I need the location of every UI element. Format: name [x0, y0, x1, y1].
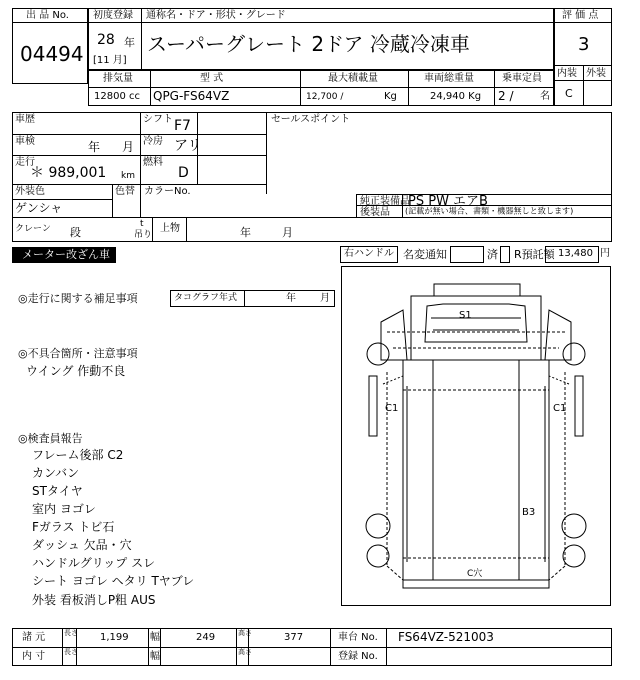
- gross-weight-label: 車両総重量: [424, 73, 474, 84]
- recycle-prefix: 済: [487, 248, 498, 261]
- grade-label: 評 価 点: [562, 10, 599, 21]
- gross-weight: 24,940 Kg: [430, 91, 482, 102]
- defect-item: ウイング 作動不良: [26, 364, 126, 378]
- width-label: 幅: [150, 632, 160, 643]
- capacity-unit: 名: [540, 91, 550, 102]
- max-load-label: 最大積載量: [328, 73, 378, 84]
- body-label: 上物: [160, 223, 180, 234]
- width-label-2: 幅: [150, 651, 160, 662]
- length: 1,199: [100, 632, 129, 643]
- interior-dim-label: 内 寸: [22, 651, 46, 662]
- inspector-item: ハンドルグリップ スレ: [32, 556, 156, 570]
- height: 377: [284, 632, 304, 643]
- tacho-label: タコグラフ年式: [174, 293, 238, 303]
- damage-mark-c1-right: C1: [553, 403, 567, 414]
- color: ゲンシャ: [15, 201, 63, 215]
- height-label-2: 高さ: [238, 648, 252, 656]
- shift: F7: [174, 118, 191, 134]
- height-label: 高さ: [238, 629, 252, 637]
- body-year: 年: [240, 226, 251, 239]
- damage-mark-b3: B3: [522, 507, 536, 518]
- aftermarket-note: (記載が無い場合、書類・機器無しと致します): [405, 207, 574, 217]
- inspector-label: ◎検査員報告: [18, 432, 83, 445]
- ac-label: 冷房: [143, 136, 163, 147]
- type-label: 型 式: [200, 73, 224, 84]
- grade-value: 3: [578, 34, 590, 55]
- fuel-label: 燃料: [143, 157, 163, 168]
- model-label: 通称名・ドア・形状・グレード: [146, 10, 286, 21]
- first-reg-label: 初度登録: [93, 10, 133, 21]
- first-reg-year: 28: [97, 32, 115, 48]
- interior-grade-label: 内装: [557, 68, 577, 79]
- first-reg-month: [11 月]: [93, 55, 127, 66]
- recycle-unit: 円: [600, 248, 610, 259]
- inspection-label: 車検: [15, 136, 35, 147]
- interior-grade: C: [565, 87, 573, 100]
- reg-label: 登録 No.: [338, 651, 378, 662]
- name-change-label: 名変通知: [403, 248, 447, 261]
- color-label: 外装色: [15, 186, 45, 197]
- recycle-label: R預託額: [514, 248, 555, 261]
- lot-label: 出 品 No.: [26, 10, 69, 21]
- inspector-item: シート ヨゴレ ヘタリ Tヤブレ: [32, 574, 195, 588]
- crane-t: t: [140, 219, 144, 229]
- exterior-grade-label: 外装: [586, 68, 606, 79]
- damage-mark-s1: S1: [459, 310, 472, 321]
- year-unit: 年: [124, 36, 135, 49]
- history-label: 車歴: [15, 114, 35, 125]
- ac: アリ: [174, 138, 202, 154]
- crane-stage: 段: [70, 226, 81, 239]
- shift-label: シフト: [143, 114, 173, 125]
- recycle-amount: 13,480: [558, 248, 593, 259]
- damage-mark-c-hole: C穴: [467, 569, 483, 579]
- inspection-year: 年: [88, 140, 101, 154]
- chassis-no: FS64VZ-521003: [398, 630, 494, 644]
- crane-hang: 吊り: [134, 230, 153, 240]
- fuel: D: [178, 165, 189, 181]
- inspector-item: フレーム後部 C2: [32, 448, 124, 462]
- capacity-label: 乗車定員: [502, 73, 542, 84]
- recycle-check-box: [500, 246, 510, 263]
- type: QPG-FS64VZ: [153, 89, 230, 103]
- inspection-month: 月: [122, 140, 135, 154]
- color-no-label: カラーNo.: [144, 186, 191, 197]
- tacho-month: 月: [320, 293, 330, 304]
- max-load-unit: Kg: [384, 91, 397, 102]
- mileage-unit: km: [121, 171, 135, 181]
- mileage-label: 走行: [15, 157, 35, 168]
- inspector-item: 外装 看板消しP粗 AUS: [32, 593, 156, 607]
- sales-point-label: セールスポイント: [271, 114, 351, 125]
- capacity: 2 /: [498, 89, 514, 103]
- chassis-label: 車台 No.: [338, 632, 378, 643]
- inspector-item: ダッシュ 欠品・穴: [32, 538, 132, 552]
- aftermarket-label: 後装品: [360, 207, 390, 218]
- model-name: スーパーグレート 2ドア 冷蔵冷凍車: [147, 32, 470, 56]
- right-hand-label: 右ハンドル: [344, 248, 394, 259]
- body-month: 月: [282, 226, 293, 239]
- inspector-item: カンバン: [32, 466, 80, 480]
- mileage: ＊ 989,001: [30, 165, 107, 181]
- truck-diagram: [341, 266, 611, 606]
- meter-tamper-label: メーター改ざん車: [22, 248, 110, 261]
- width: 249: [196, 632, 216, 643]
- equipment: PS PW エアB: [408, 194, 488, 209]
- displacement: 12800 cc: [94, 91, 140, 102]
- length-label-2: 長さ: [64, 648, 78, 656]
- driving-notes-label: ◎走行に関する補足事項: [18, 292, 138, 305]
- equipment-label: 純正装備品: [360, 196, 410, 207]
- max-load: 12,700 /: [306, 92, 344, 102]
- spec-label: 諸 元: [22, 632, 46, 643]
- displacement-label: 排気量: [103, 73, 133, 84]
- color-code-label: 色替: [115, 186, 135, 197]
- inspector-item: STタイヤ: [32, 484, 83, 498]
- crane-label: クレーン: [15, 224, 51, 234]
- name-change-box: [450, 246, 484, 263]
- lot-number: 04494: [20, 42, 84, 66]
- inspector-item: 室内 ヨゴレ: [32, 502, 96, 516]
- defects-label: ◎不具合箇所・注意事項: [18, 347, 138, 360]
- tacho-year: 年: [286, 293, 296, 304]
- inspector-item: Fガラス トビ石: [32, 520, 115, 534]
- damage-mark-c1-left: C1: [385, 403, 399, 414]
- length-label: 長さ: [64, 629, 78, 637]
